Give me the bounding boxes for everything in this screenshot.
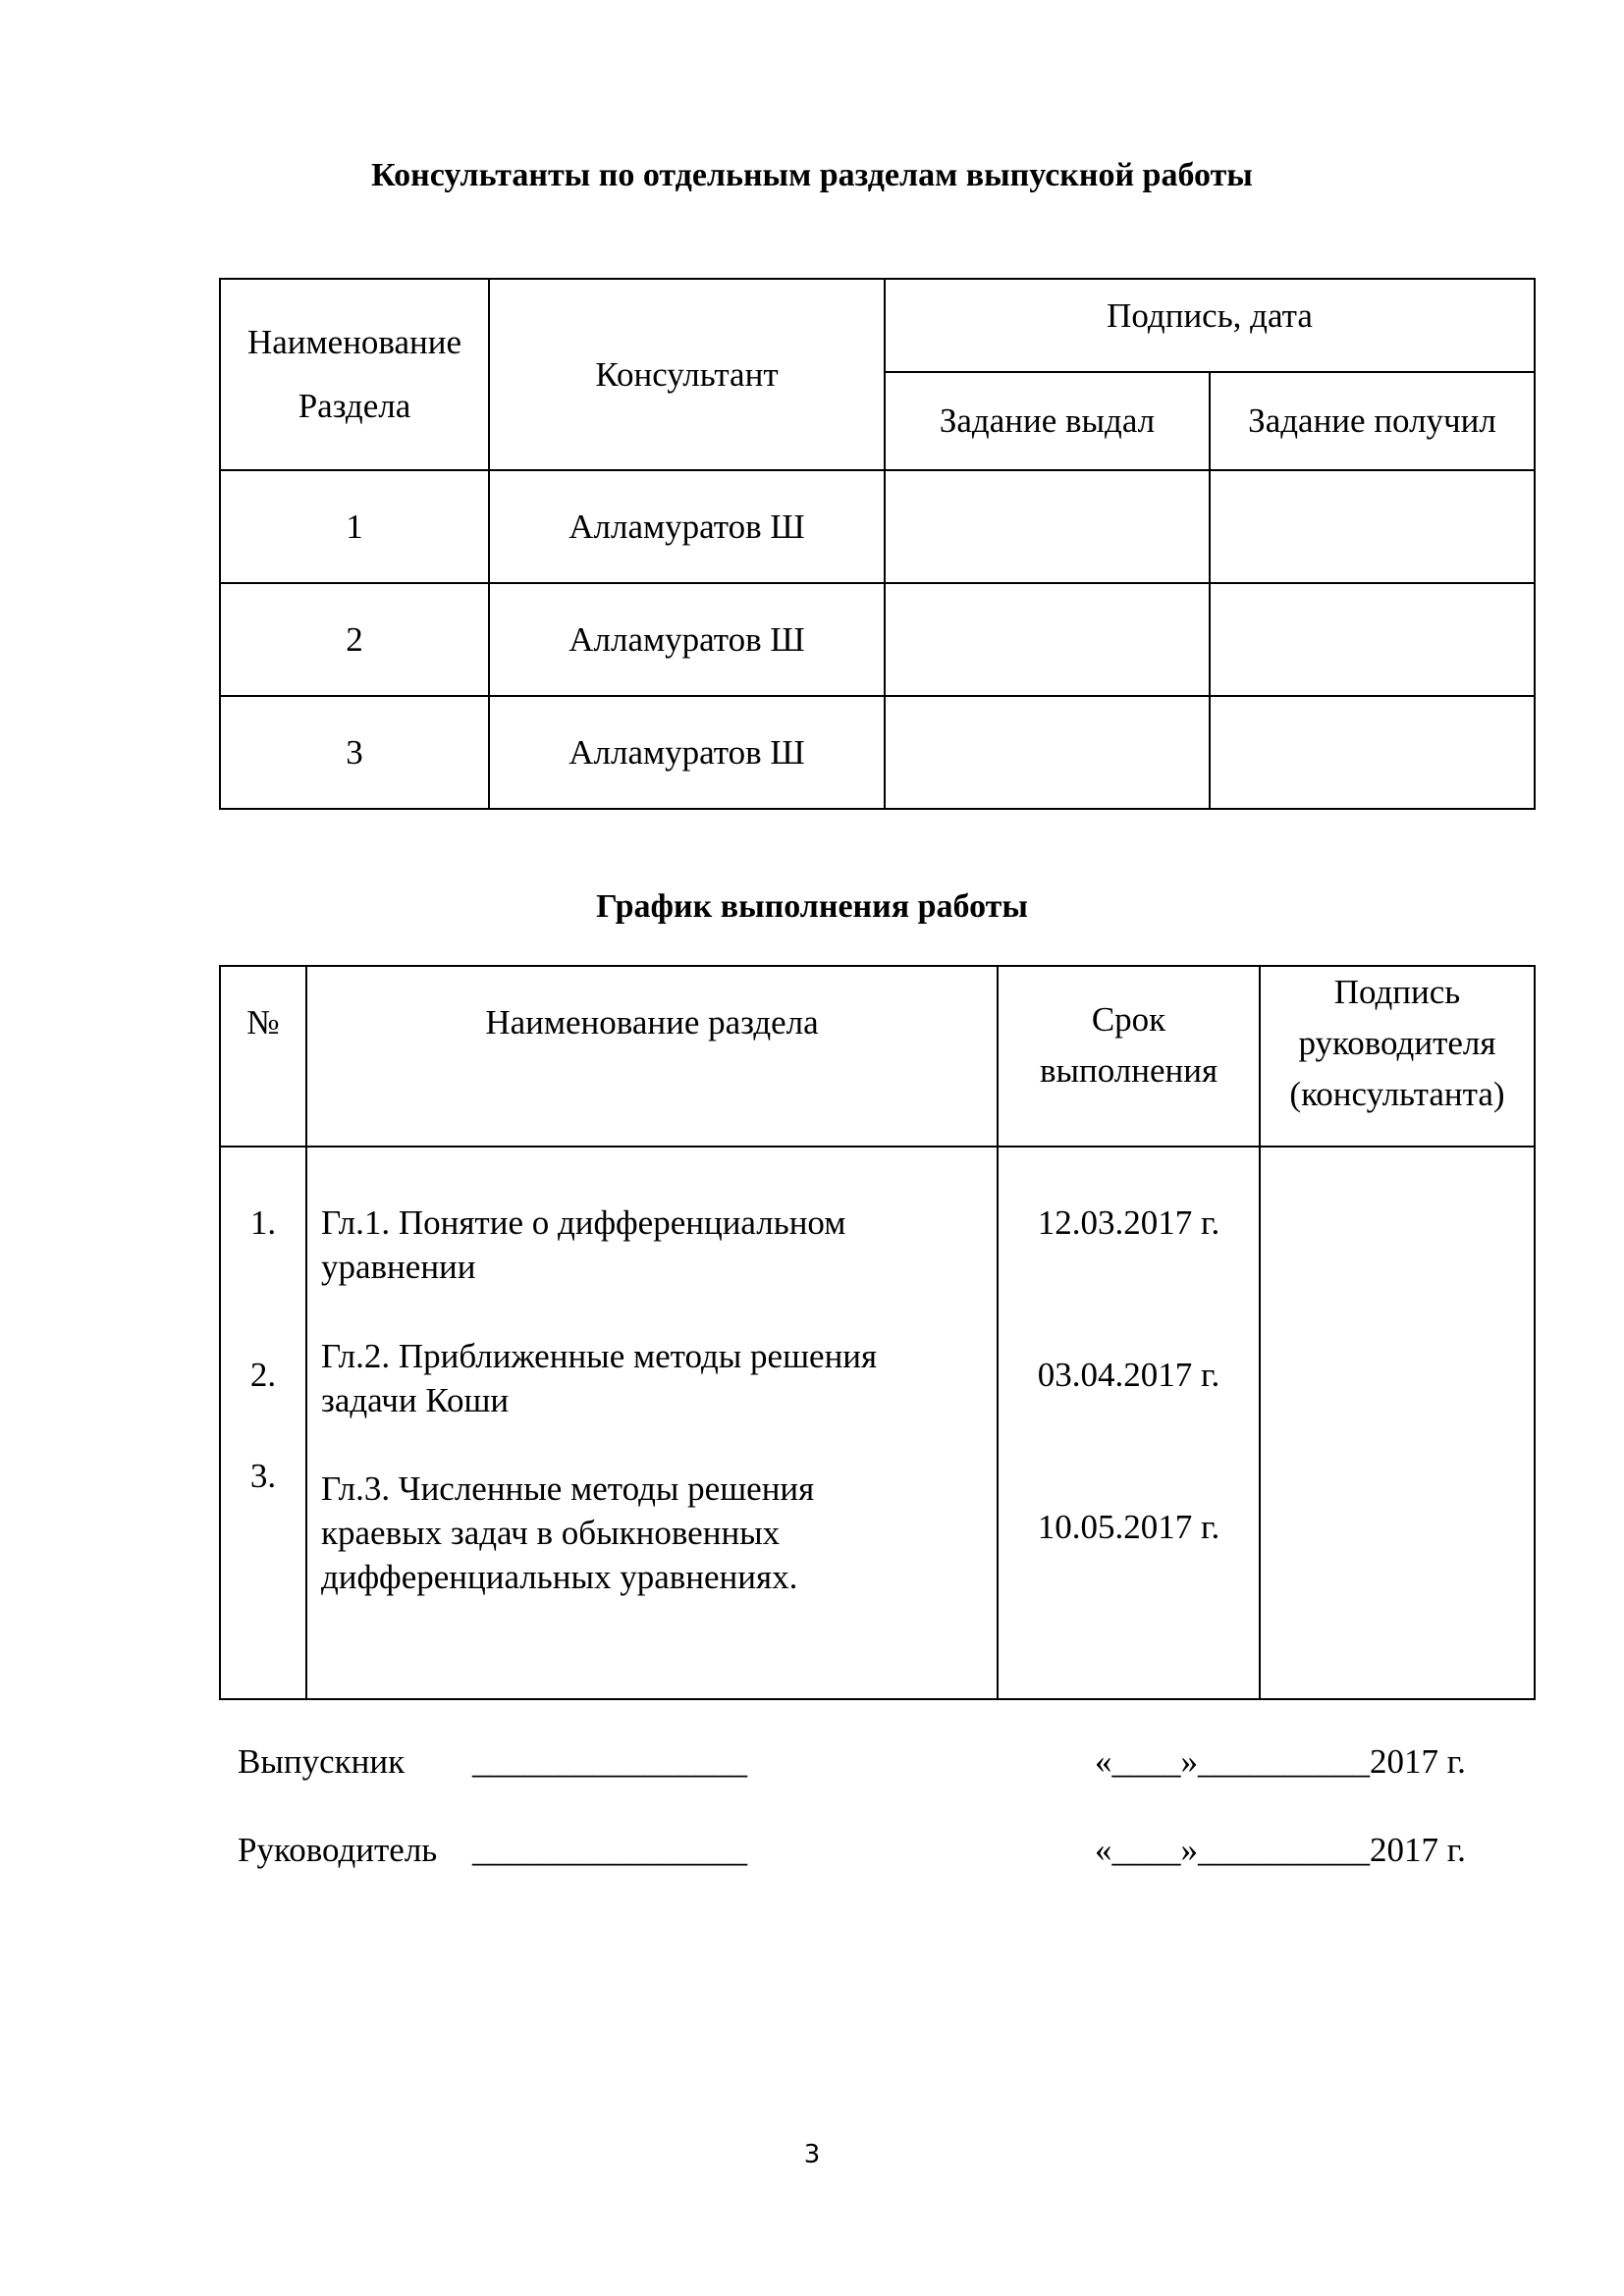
header-signature-line1: Подпись [1333,973,1461,1011]
section-name-line: уравнении [321,1248,476,1286]
graduate-date-line: «____»__________2017 г. [1095,1742,1466,1781]
deadline-date: 10.05.2017 г. [1037,1508,1220,1546]
section-name-line: Гл.1. Понятие о дифференциальном [321,1203,846,1242]
table-row [220,470,1535,583]
section-name-line: краевых задач в обыкновенных [321,1514,781,1552]
section-number: 3 [220,696,489,809]
row-number: 1. [249,1203,277,1242]
header-deadline-line2: выполнения [1039,1051,1218,1090]
section-name-line: задачи Коши [321,1381,510,1419]
task-received-cell [1210,583,1535,696]
section-number: 1 [220,470,489,583]
task-received-cell [1210,470,1535,583]
supervisor-date-line: «____»__________2017 г. [1095,1831,1466,1869]
graduate-signature-line: ________________ [472,1742,747,1781]
section-name-line: Гл.3. Численные методы решения [321,1469,815,1508]
task-received-cell [1210,696,1535,809]
section-name-column [306,1147,998,1699]
consultant-name: Алламуратов Ш [489,470,885,583]
schedule-title: График выполнения работы [596,888,1028,925]
header-section [220,279,489,470]
header-number: № [220,966,306,1147]
table-row [220,696,1535,809]
header-deadline [998,966,1260,1147]
section-name-line: Гл.2. Приближенные методы решения [321,1337,878,1375]
header-signature-line2: руководителя [1298,1024,1496,1062]
table-row [220,583,1535,696]
consultants-table [219,278,1536,810]
header-task-given: Задание выдал [885,372,1210,470]
header-signature [1260,966,1535,1147]
deadline-date: 03.04.2017 г. [1037,1356,1220,1394]
header-section-line2: Раздела [298,386,411,425]
supervisor-label: Руководитель [238,1831,438,1869]
deadline-date: 12.03.2017 г. [1037,1203,1220,1242]
consultant-name: Алламуратов Ш [489,583,885,696]
number-column [220,1147,306,1699]
header-section-line1: Наименование [246,322,462,361]
consultant-name: Алламуратов Ш [489,696,885,809]
row-number: 3. [249,1457,277,1495]
task-given-cell [885,696,1210,809]
consultants-title: Консультанты по отдельным разделам выпускной работы [371,157,1253,193]
deadline-column [998,1147,1260,1699]
task-given-cell [885,583,1210,696]
header-signature-date: Подпись, дата [885,279,1535,372]
supervisor-signature-line: ________________ [472,1831,747,1869]
row-number: 2. [249,1356,277,1394]
graduate-label: Выпускник [238,1742,406,1781]
header-deadline-line1: Срок [1091,1000,1166,1039]
task-given-cell [885,470,1210,583]
header-task-received: Задание получил [1210,372,1535,470]
header-section-name: Наименование раздела [306,966,998,1147]
section-name [321,1201,973,1289]
schedule-table [219,965,1536,1700]
signature-column [1260,1147,1535,1699]
section-name [321,1467,898,1599]
page-number: 3 [803,2140,821,2169]
section-number: 2 [220,583,489,696]
section-name-line: дифференциальных уравнениях. [321,1558,798,1596]
header-signature-line3: (консультанта) [1289,1075,1505,1113]
section-name [321,1334,973,1422]
header-consultant: Консультант [489,279,885,470]
